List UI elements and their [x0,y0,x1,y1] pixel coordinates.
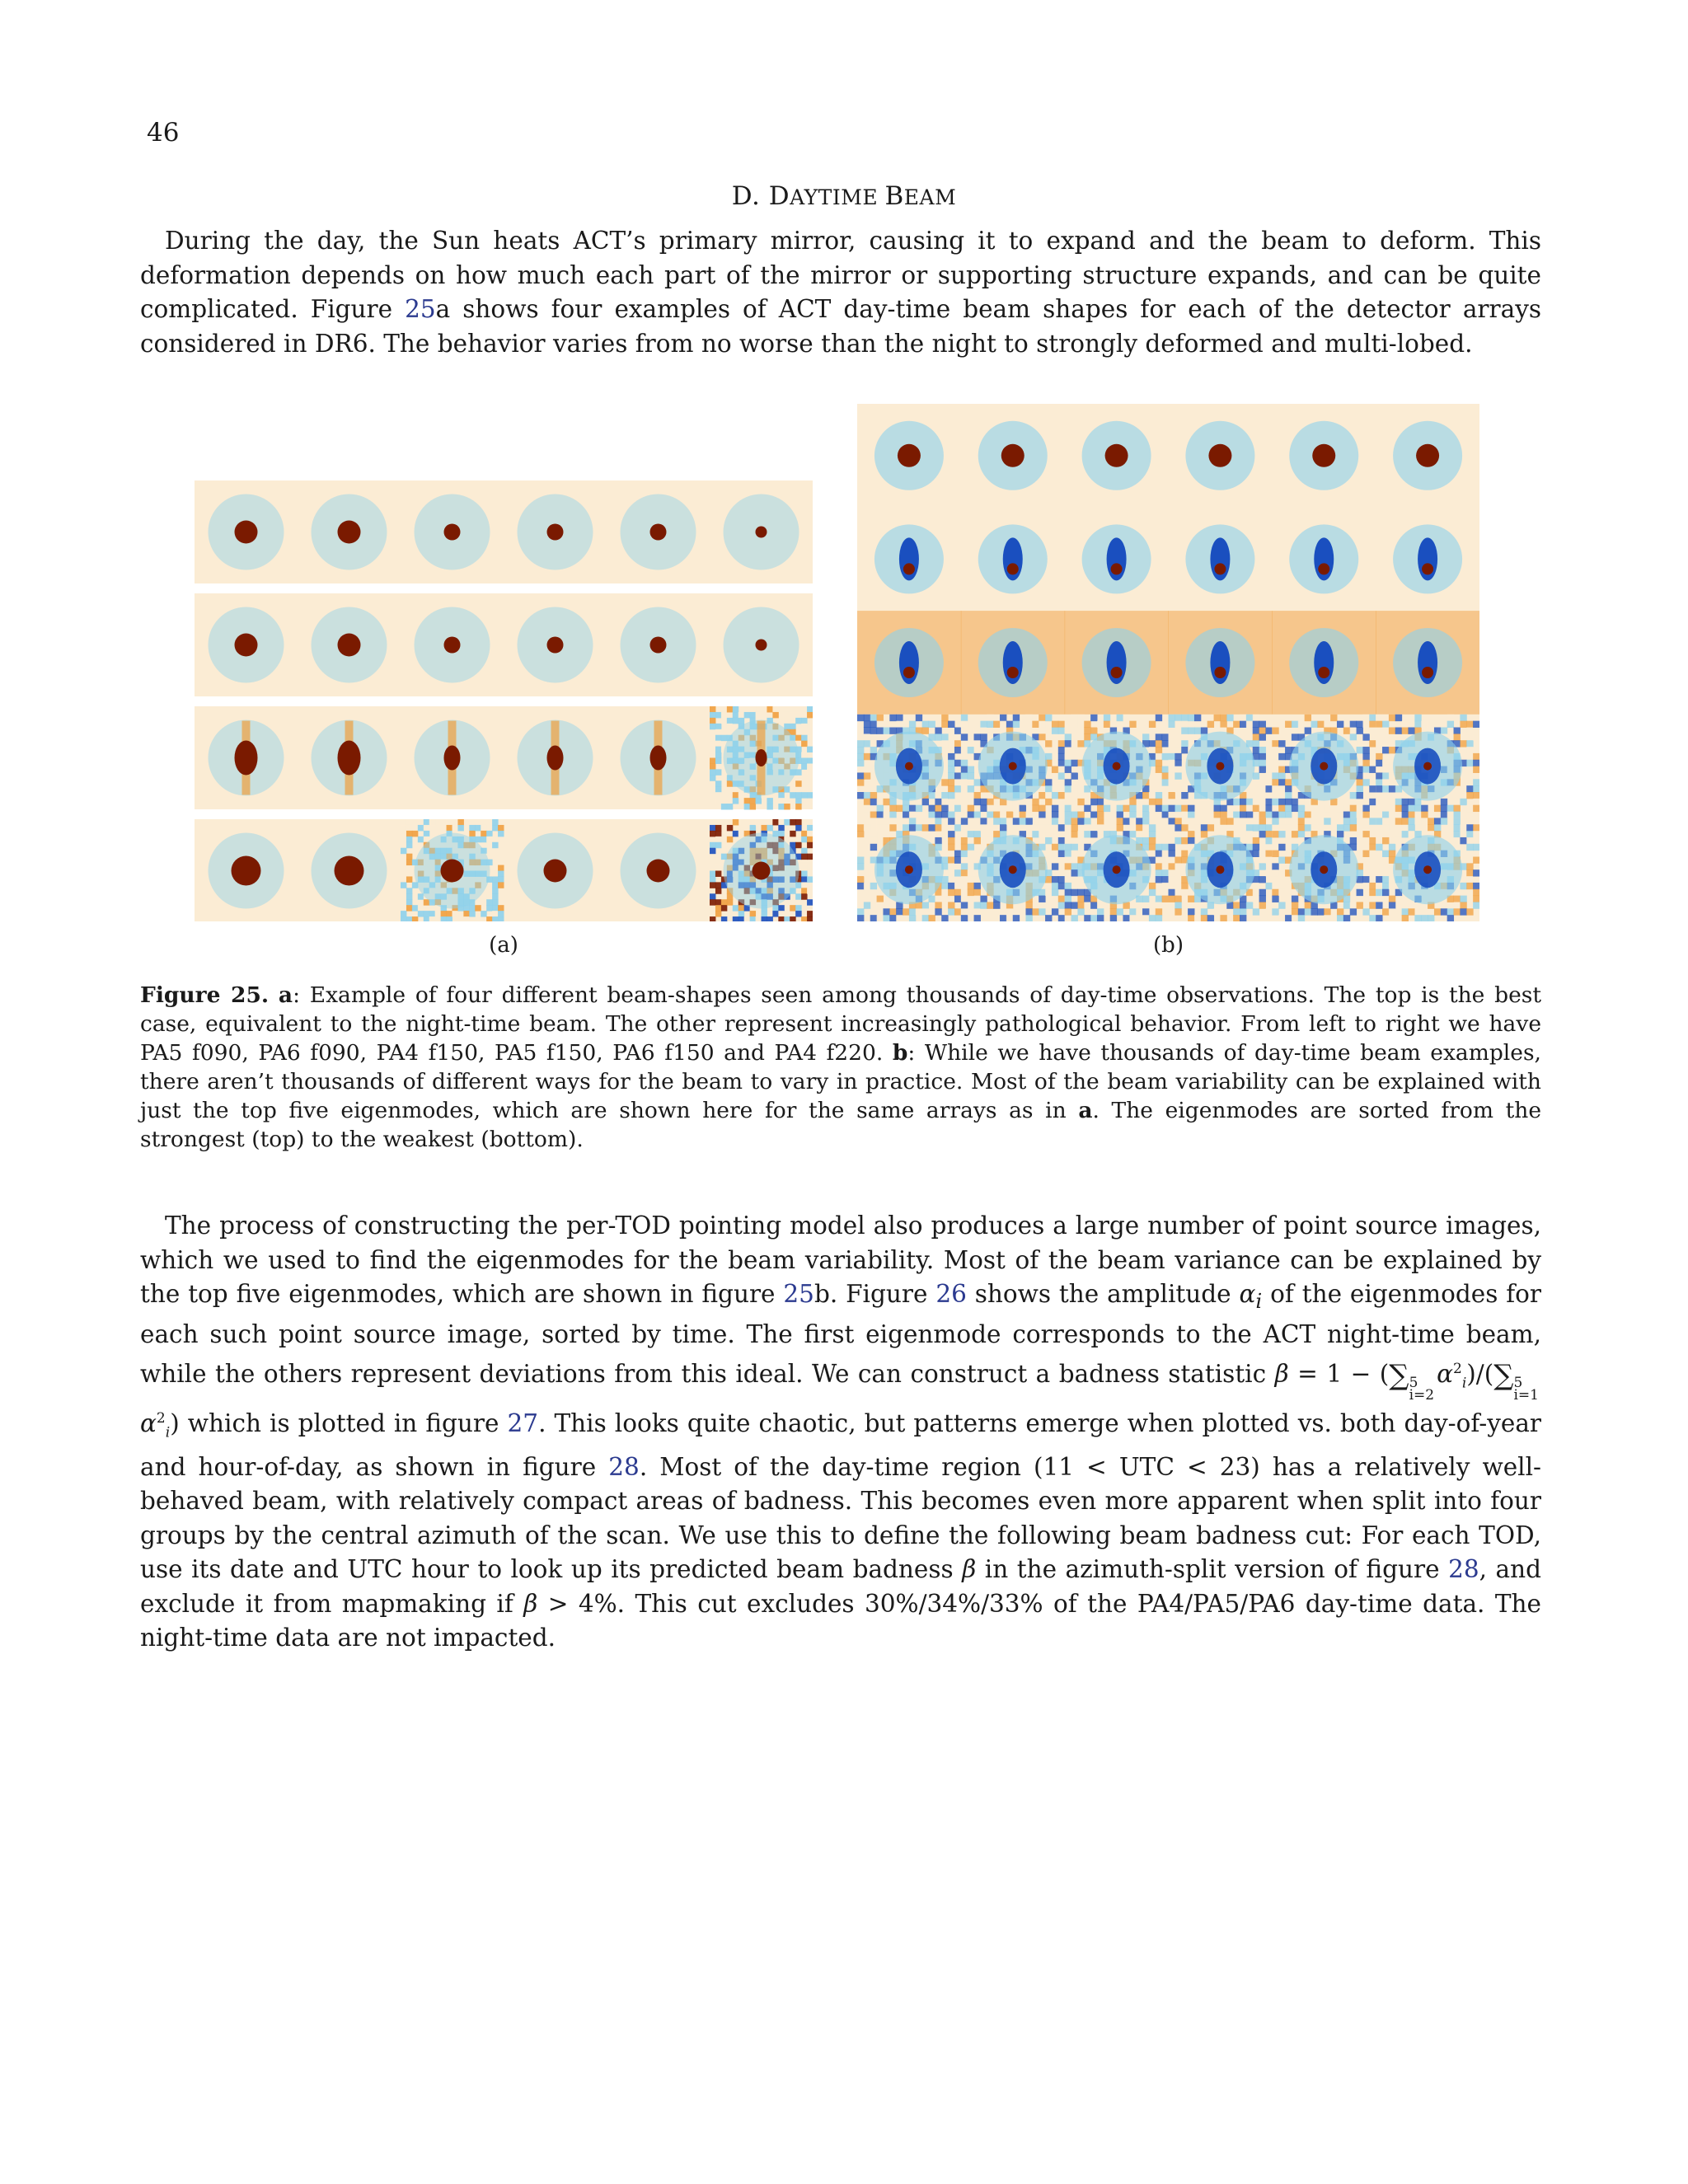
beam-tile [312,720,387,796]
eigenmode-tile [1169,611,1273,715]
eigenmode-tile [1169,508,1273,612]
beam-tile [518,494,593,570]
eigenmode-paragraph: The process of constructing the per-TOD pointing model also produces a large number of point source images, which we used to find the eigenmodes for the beam variability. Most of the beam variance can be explained by the top five eigenmodes, which are shown in figure 25b. Figure 26 shows the amplitude $\alpha_i$ of the eigenmodes for each such point source image, sorted by time. The first eigenmode corresponds to the ACT night-time beam, while the others represent deviations from this ideal. We can construct a badness statistic β = 1 − (∑ 5 i=2 $\alpha^2_i)/(\sum$ 5 i=1 $\alpha^2_i$) which is plotted in figure 27. This looks quite chaotic, but patterns emerge when plotted vs. both day-of-year and hour-of-day, as shown in figure 28. Most of the day-time region (11 < UTC < 23) has a relatively well-behaved beam, with relatively compact areas of badness. This becomes even more apparent when split into four groups by the central azimuth of the scan. We use this to define the following beam badness cut: For each TOD, use its date and UTC hour to look up its predicted beam badness β in the azimuth-split version of figure 28, and exclude it from mapmaking if β > 4%. This cut excludes 30%/34%/33% of the PA4/PA5/PA6 day-time data. The night-time data are not impacted. [140,1212,1542,1652]
eigenmode-tile [1272,611,1376,715]
beam-row-4 [195,819,813,921]
beam-tile [621,494,696,570]
beam-tile [518,833,593,909]
eigenmode-tile [1065,818,1169,921]
beam-tile [621,720,696,796]
eigenmode-tile [857,818,961,921]
eigenmode-tile [857,715,961,818]
figure-28-link[interactable]: 28 [608,1452,640,1481]
figure-25b-eigenmode-grid [857,404,1479,921]
eigenmode-tile [1376,404,1479,508]
figure-25-link[interactable]: 25 [405,295,436,323]
page-number: 46 [147,118,180,148]
eigenmode-tile [1376,611,1479,715]
eigenmode-tile [857,611,961,715]
beam-tile [209,720,284,796]
beam-tile [415,607,490,683]
beam-tile [401,819,504,921]
beam-row-1 [195,480,813,583]
beam-row-2 [195,593,813,696]
eigenmode-tile [1376,818,1479,921]
eigenmode-tile [1065,508,1169,612]
eigenmode-tile [857,508,961,612]
eigenmode-tile [857,404,961,508]
figure-caption: Figure 25. a: Example of four different beam-shapes seen among thousands of day-time observations. The top is the best case, equivalent to the night-time beam. The other represent increasingly pathological behavior. From left to right we have PA5 f090, PA6 f090, PA4 f150, PA5 f150, PA6 f150 and PA4 f220. b: While we have thousands of day-time beam examples, there aren’t thousands of different ways for the beam to vary in practice. Most of the beam variability can be explained with just the top five eigenmodes, which are shown here for the same arrays as in a. The eigenmodes are sorted from the strongest (top) to the weakest (bottom). [140,982,1542,1152]
beam-tile [621,833,696,909]
eigenmode-tile [1376,508,1479,612]
beam-tile [209,833,284,909]
beam-row-3 [195,706,813,810]
beam-tile [724,607,799,683]
eigenmode-tile [1169,715,1273,818]
figure-28-link[interactable]: 28 [1448,1555,1479,1584]
eigenmode-tile [1272,404,1376,508]
beam-tile [518,720,593,796]
eigenmode-tile [961,611,1065,715]
beam-tile [724,494,799,570]
beam-tile [209,494,284,570]
figure-25a-beam-grid [195,480,813,921]
eigenmode-tile [961,715,1065,818]
eigenmode-row-2 [857,508,1479,612]
beam-tile [312,833,387,909]
eigenmode-tile [961,508,1065,612]
eigenmode-tile [1065,404,1169,508]
beam-tile [415,494,490,570]
figure-25-link[interactable]: 25 [783,1280,814,1308]
eigenmode-row-1 [857,404,1479,508]
beam-tile [312,607,387,683]
beam-tile [415,720,490,796]
eigenmode-row-3 [857,611,1479,715]
eigenmode-tile [1272,818,1376,921]
intro-paragraph: During the day, the Sun heats ACT’s primary mirror, causing it to expand and the beam to deform. This deformation depends on how much each part of the mirror or supporting structure expands, and can be quite complicated. Figure 25a shows four examples of ACT day-time beam shapes for each of the detector arrays considered in DR6. The behavior varies from no worse than the night to strongly deformed and multi-lobed. [140,227,1542,358]
figure-26-link[interactable]: 26 [935,1280,967,1308]
beam-tile [518,607,593,683]
beam-tile [209,607,284,683]
section-heading: D. DAYTIME BEAM [731,181,957,211]
eigenmode-row-4 [857,715,1479,818]
subfigure-label-a: (a) [489,933,518,958]
eigenmode-tile [961,404,1065,508]
eigenmode-tile [1272,508,1376,612]
eigenmode-tile [961,818,1065,921]
figure-27-link[interactable]: 27 [507,1408,539,1437]
subfigure-label-b: (b) [1153,933,1184,958]
eigenmode-tile [1065,715,1169,818]
eigenmode-tile [1272,715,1376,818]
eigenmode-row-5 [857,818,1479,921]
eigenmode-tile [1169,404,1273,508]
eigenmode-tile [1065,611,1169,715]
eigenmode-tile [1376,715,1479,818]
beam-tile [312,494,387,570]
beam-tile [621,607,696,683]
eigenmode-tile [1169,818,1273,921]
